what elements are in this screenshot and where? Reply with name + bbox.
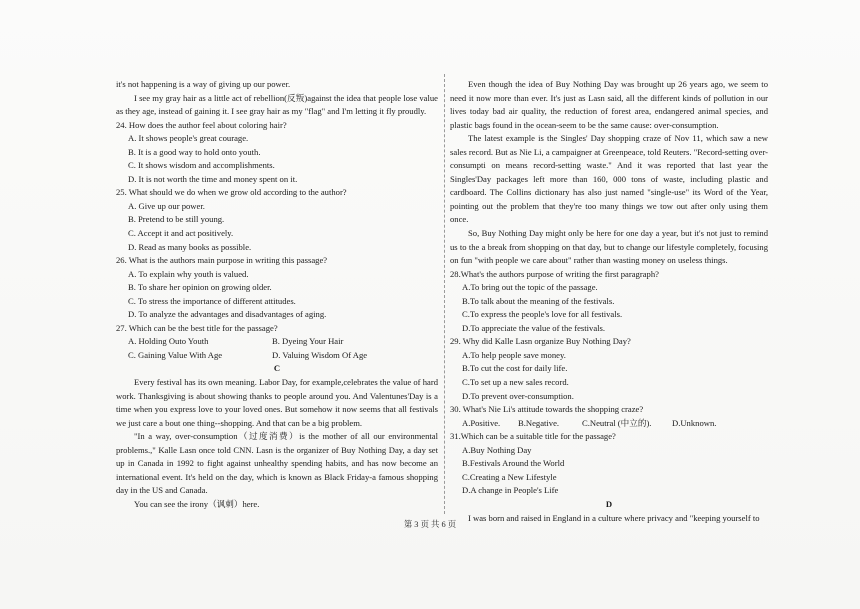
answer-option: B. It is a good way to hold onto youth. [128,146,261,157]
passage-paragraph: I was born and raised in England in a culture where privacy and "keeping yourself to [468,512,760,523]
answer-option: D. Read as many books as possible. [128,241,252,252]
answer-option: C. Accept it and act positively. [128,228,234,239]
answer-option: D. Valuing Wisdom Of Age [272,349,368,360]
answer-option: A.To bring out the topic of the passage. [462,282,598,293]
answer-option: D.To prevent over-consumption. [462,390,574,401]
answer-option: A. To explain why youth is valued. [128,268,249,279]
answer-option: A. Holding Outo Youth [128,336,209,347]
passage-paragraph: The latest example is the Singles' Day shopping craze of Nov 11, which saw a new sales record. But as Nie Li, a campaigner at Greenpeace, told Reuters. "Record-setting over-consumpti on means record-setting waste." And it was reported that last year the Singles'Day packages left more than 160, 000 tons of waste, including plastic and cardboard. The Collins dictionary has also just named "single-use" its Word of the Year, pointing out the problem that they're too many things we tow out after only using them once. [450,133,768,225]
answer-option: B. Dyeing Your Hair [272,336,344,347]
answer-option: A. Give up our power. [128,200,205,211]
answer-option: D.Unknown. [672,417,717,428]
answer-option: A. It shows people's great courage. [128,133,249,144]
answer-option: C.Creating a New Lifestyle [462,471,557,482]
question: 24. How does the author feel about coloring hair? [116,119,287,130]
question: 27. Which can be the best title for the passage? [116,322,278,333]
passage-text: it's not happening is a way of giving up our power. [116,79,291,89]
question: 30. What's Nie Li's attitude towards the shopping craze? [450,404,644,415]
answer-option: C.Neutral (中立的). [582,417,652,428]
question: 28.What's the authors purpose of writing the first paragraph? [450,268,659,279]
column-divider [444,74,445,514]
question: 29. Why did Kalle Lasn organize Buy Nothing Day? [450,336,631,347]
passage-paragraph: Every festival has its own meaning. Labor Day, for example,celebrates the value of hard work. Thanksgiving is about showing thanks to people around you. And Valentunes'Day is a time when you express love to your loved ones. But somehow it now seems that all festivals we just care a bout one thing--shopping. And that can be a big problem. [116,377,438,428]
answer-option: D. To analyze the advantages and disadvantages of aging. [128,309,327,320]
page-footer: 第 3 页 共 6 页 [403,520,457,529]
right-column [450,78,768,525]
passage-paragraph: "In a way, over-consumption（过度消费）is the mother of all our environmental problems.," Kalle Lasn once told CNN. Lasn is the organizer of Buy Nothing Day, a day set up in Canada in 1992 to fight against unhealthy spending habits, and has now become an international event. It's held on the day, which is known as Black Friday-a famous shopping day in the US and Canada. [116,431,438,496]
section-heading: C [273,363,281,374]
section-heading: D [605,498,613,509]
answer-option: C. Gaining Value With Age [128,349,223,360]
answer-option: B.To cut the cost for daily life. [462,363,568,374]
passage-paragraph: Even though the idea of Buy Nothing Day was brought up 26 years ago, we seem to need it now more than ever. It's just as Lasn said, all the different kinds of pollution in our lives today bad air quality, the reduction of forest area, endangered animal species, and plastic bags found in the ocean-seem to be the same cause: over-consumption. [450,79,768,130]
answer-option: A.To help people save money. [462,349,566,360]
answer-option: A.Positive. [462,417,501,428]
passage-paragraph: I see my gray hair as a little act of rebellion(反叛)against the idea that people lose value as they age, instead of gaining it. I see gray hair as my "flag" and I'm letting it fly proudly. [116,92,438,117]
question: 31.Which can be a suitable title for the passage? [450,431,616,442]
answer-option: A.Buy Nothing Day [462,444,532,455]
answer-option: B.Festivals Around the World [462,458,565,469]
question: 26. What is the authors main purpose in writing this passage? [116,255,328,266]
answer-option: B. To share her opinion on growing older. [128,282,272,293]
left-column [116,78,438,512]
answer-option: C. To stress the importance of different attitudes. [128,295,296,306]
passage-paragraph: You can see the irony（讽刺）here. [134,498,260,509]
answer-option: B. Pretend to be still young. [128,214,225,225]
question: 25. What should we do when we grow old according to the author? [116,187,347,198]
option-row [116,349,438,363]
answer-option: C. It shows wisdom and accomplishments. [128,160,275,171]
answer-option: B.Negative. [518,417,560,428]
answer-option: D.A change in People's Life [462,485,559,496]
option-row [116,335,438,349]
answer-option: D. It is not worth the time and money spent on it. [128,173,298,184]
answer-option: C.To set up a new sales record. [462,377,569,388]
answer-option: D.To appreciate the value of the festivals. [462,322,606,333]
answer-option: B.To talk about the meaning of the festivals. [462,295,615,306]
option-row [450,417,768,431]
passage-paragraph: So, Buy Nothing Day might only be here for one day a year, but it's not just to remind us to the a break from shopping on that day, but to change our lifestyle completely, focusing on fun "with people we care about" rather than wasting money on useless things. [450,228,768,266]
answer-option: C.To express the people's love for all festivals. [462,309,623,320]
